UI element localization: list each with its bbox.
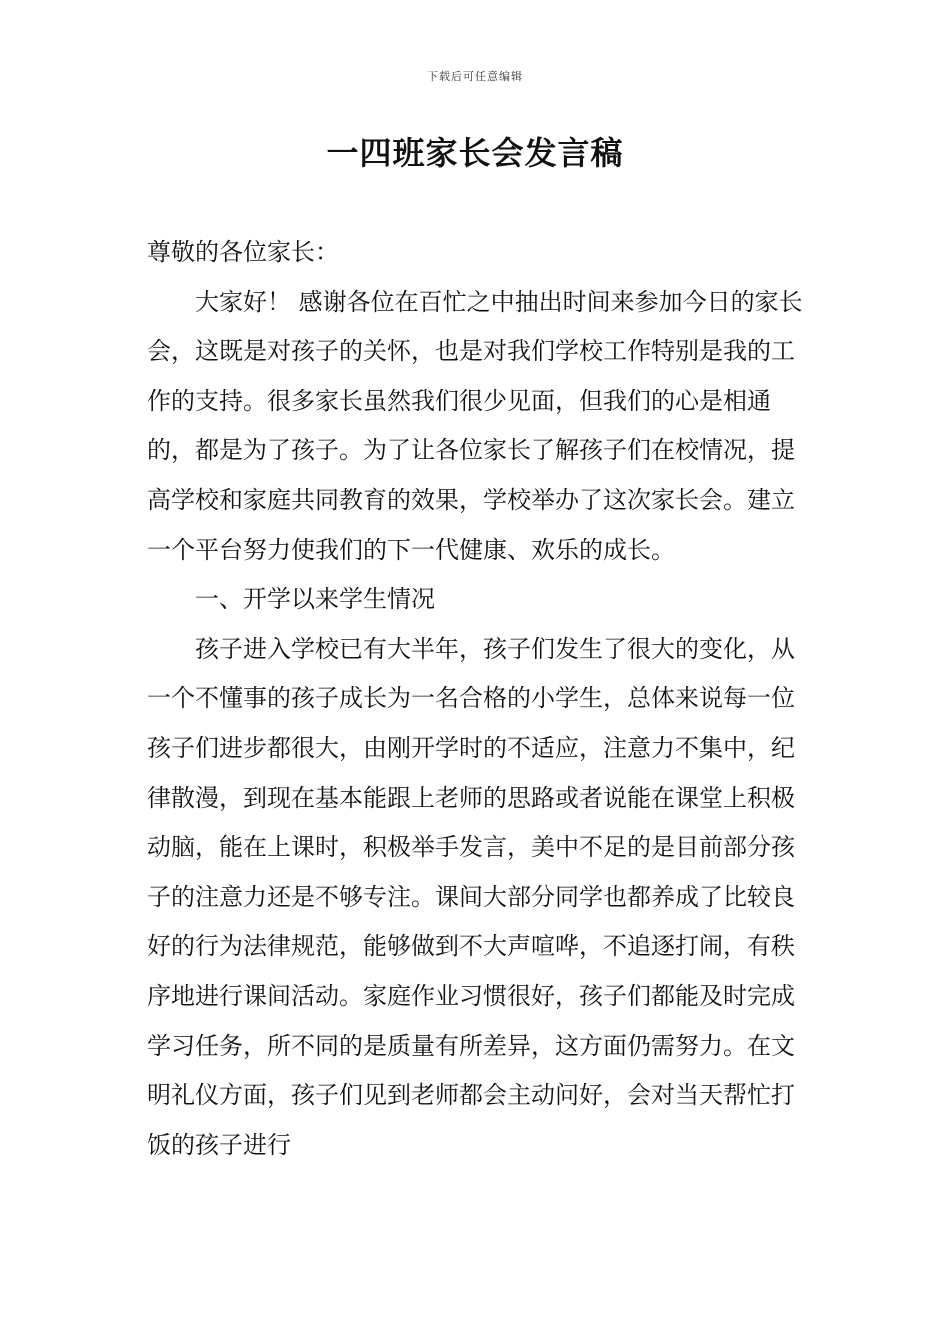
document-body xyxy=(147,228,807,1170)
section-heading: 一、开学以来学生情况 xyxy=(195,585,435,614)
paragraph-student-situation: 孩子进入学校已有大半年，孩子们发生了很大的变化，从一个不懂事的孩子成长为一名合格的小学生，总体来说每一位孩子们进步都很大，由刚开学时的不适应，注意力不集中，纪律散漫，到现在基本能跟上老师的思路或者说能在课堂上积极动脑，能在上课时，积极举手发言，美中不足的是目前部分孩子的注意力还是不够专注。课间大部分同学也都养成了比较良好的行为法律规范，能够做到不大声喧哗，不追逐打闹，有秩序地进行课间活动。家庭作业习惯很好，孩子们都能及时完成学习任务，所不同的是质量有所差异，这方面仍需努力。在文明礼仪方面，孩子们见到老师都会主动问好，会对当天帮忙打饭的孩子进行 xyxy=(147,634,795,1159)
paragraph-greeting: 大家好！ 感谢各位在百忙之中抽出时间来参加今日的家长会，这既是对孩子的关怀，也是对我们学校工作特别是我的工作的支持。很多家长虽然我们很少见面，但我们的心是相通的，都是为了孩子。为了让各位家长了解孩子们在校情况，提高学校和家庭共同教育的效果，学校举办了这次家长会。建立一个平台努力使我们的下一代健康、欢乐的成长。 xyxy=(147,287,803,564)
header-note: 下载后可任意编辑 xyxy=(427,70,523,83)
document-title: 一四班家长会发言稿 xyxy=(326,134,624,172)
salutation: 尊敬的各位家长： xyxy=(147,238,339,266)
